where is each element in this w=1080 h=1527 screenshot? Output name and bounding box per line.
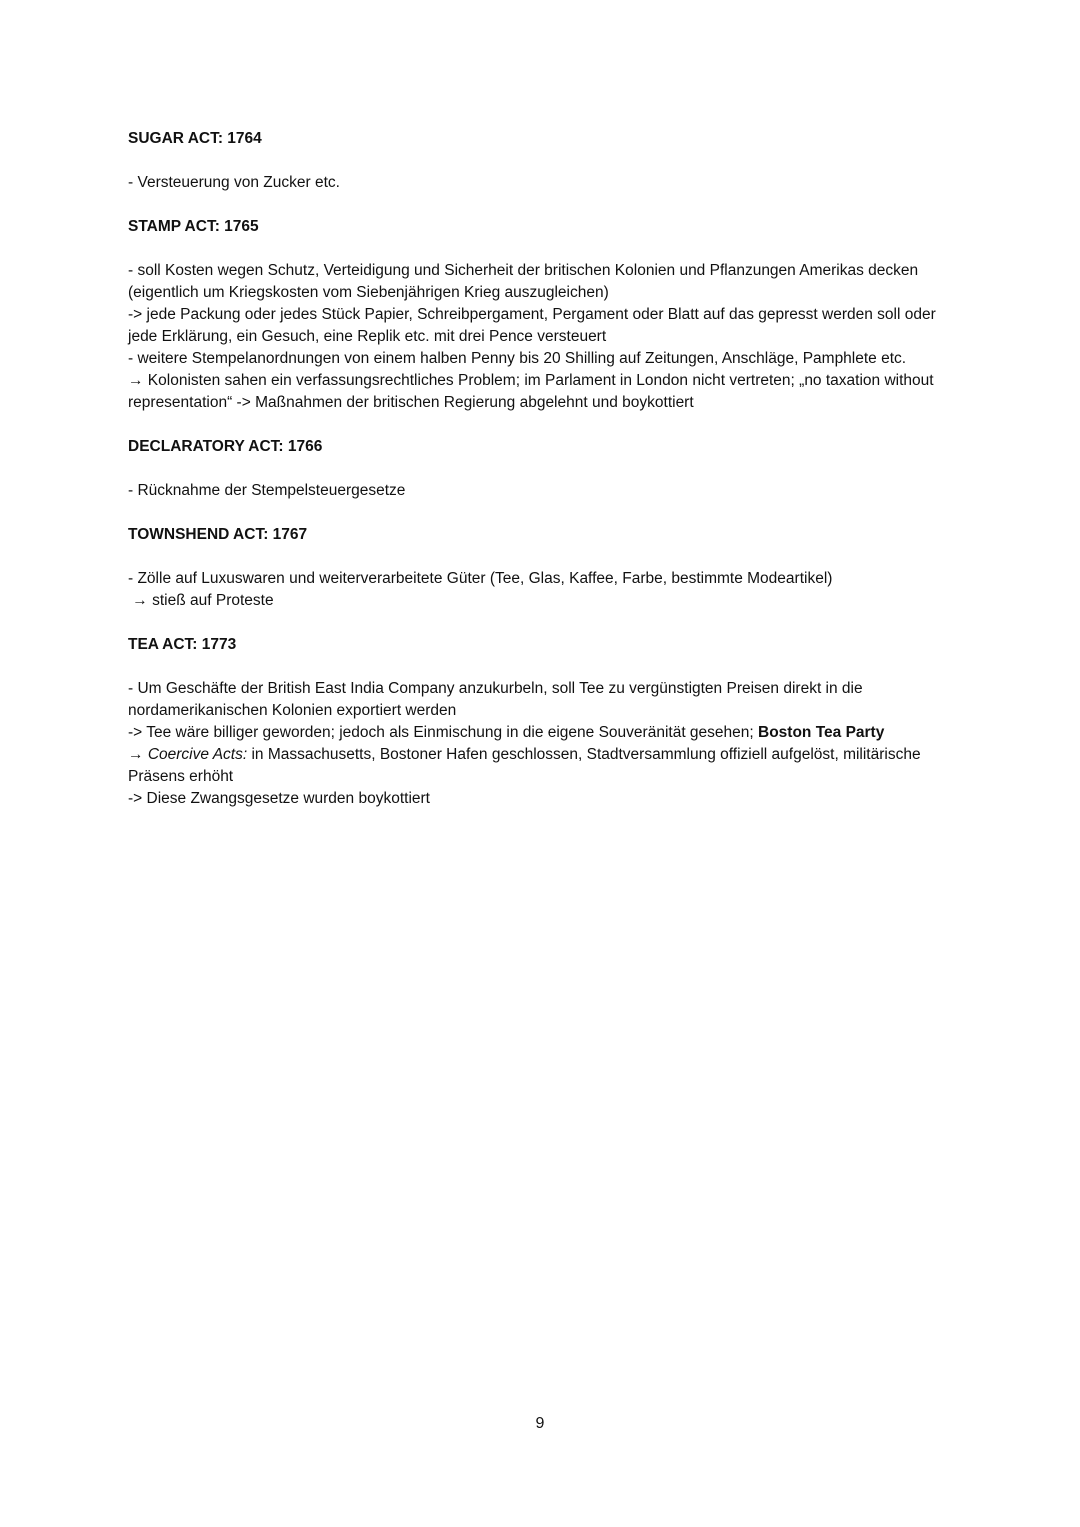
section-text: -> Tee wäre billiger geworden; jedoch als Einmischung in die eigene Souveränität gesehen; (128, 724, 759, 741)
section-text: - soll Kosten wegen Schutz, Verteidigung und Sicherheit der britischen Kolonien und Pflanzungen Amerikas decken (eigentlich um Kriegskosten vom Siebenjährigen Krieg auszugleichen) (128, 262, 919, 301)
coercive-acts-line (128, 744, 958, 788)
page-number: 9 (535, 1415, 545, 1432)
section-text: - Zölle auf Luxuswaren und weiterverarbeitete Güter (Tee, Glas, Kaffee, Farbe, bestimmte Modeartikel) (128, 570, 833, 587)
section-heading: TEA ACT: 1773 (128, 636, 237, 653)
section-heading: DECLARATORY ACT: 1766 (128, 438, 323, 455)
boston-tea-party-label: Boston Tea Party (758, 724, 885, 741)
section-text: - weitere Stempelanordnungen von einem halben Penny bis 20 Shilling auf Zeitungen, Anschläge, Pamphlete etc. (128, 350, 907, 367)
section-text: -> Diese Zwangsgesetze wurden boykottiert (128, 790, 430, 807)
section-declaratory-act (128, 436, 958, 524)
boston-tea-party-line (128, 722, 958, 744)
section-stamp-act (128, 216, 958, 436)
section-heading: SUGAR ACT: 1764 (128, 130, 262, 147)
section-text: -> jede Packung oder jedes Stück Papier, Schreibpergament, Pergament oder Blatt auf das gepresst werden soll oder jede Erklärung, ein Gesuch, eine Replik etc. mit drei Pence versteuert (128, 306, 936, 345)
section-text: - Versteuerung von Zucker etc. (128, 174, 340, 191)
section-text: in Massachusetts, Bostoner Hafen geschlossen, Stadtversammlung offiziell aufgelöst, militärische Präsens erhöht (128, 746, 921, 785)
coercive-acts-label: Coercive Acts: (147, 746, 248, 763)
section-heading: TOWNSHEND ACT: 1767 (128, 526, 308, 543)
section-sugar-act (128, 128, 958, 216)
section-text: → stieß auf Proteste (128, 592, 274, 609)
section-text: - Rücknahme der Stempelsteuergesetze (128, 482, 406, 499)
arrow-glyph: → (128, 746, 148, 763)
section-townshend-act (128, 524, 958, 634)
section-tea-act (128, 634, 958, 810)
section-text: - Um Geschäfte der British East India Company anzukurbeln, soll Tee zu vergünstigten Preisen direkt in die nordamerikanischen Kolonien exportiert werden (128, 680, 863, 719)
section-text: → Kolonisten sahen ein verfassungsrechtliches Problem; im Parlament in London nicht vertreten; „no taxation without representation“ -> Maßnahmen der britischen Regierung abgelehnt und boykottiert (128, 372, 934, 411)
section-heading: STAMP ACT: 1765 (128, 218, 259, 235)
document-page (128, 128, 958, 810)
